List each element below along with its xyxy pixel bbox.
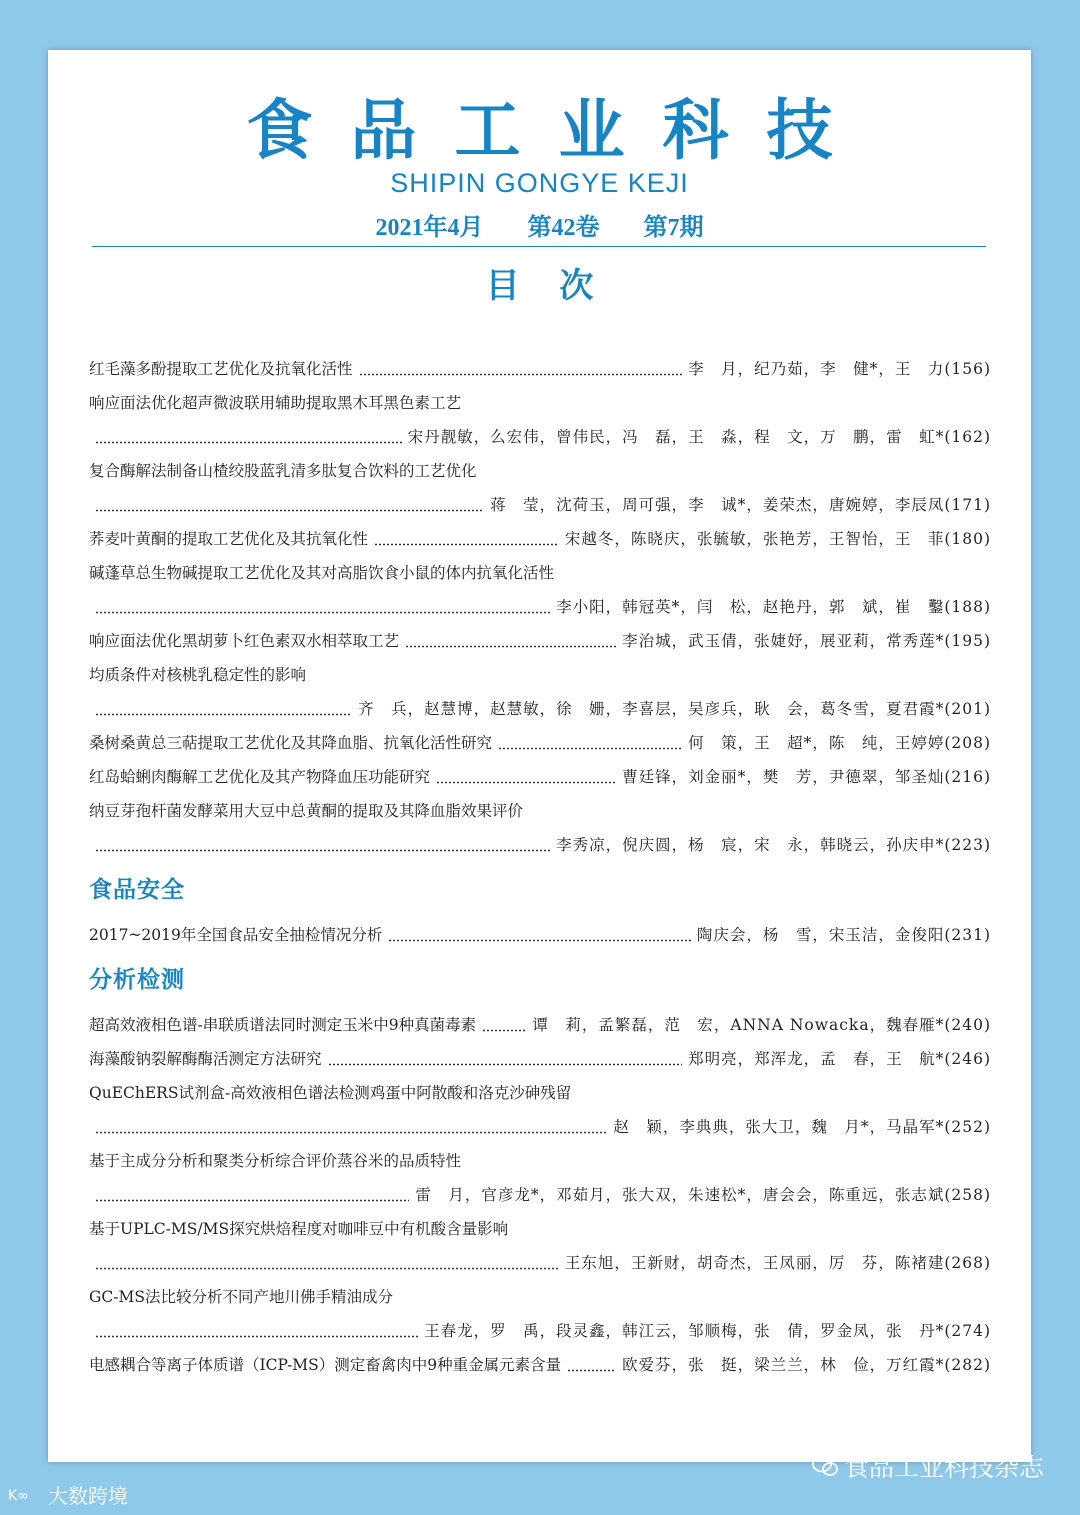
toc-entry	[89, 1042, 991, 1076]
divider	[92, 246, 986, 247]
entry-title: 响应面法优化超声微波联用辅助提取黑木耳黑色素工艺	[89, 394, 462, 412]
watermark-right-text: 食品工业科技杂志	[843, 1453, 1044, 1482]
entry-title: 基于主成分分析和聚类分析综合评价蒸谷米的品质特性	[89, 1152, 462, 1170]
toc-page	[48, 50, 1031, 1462]
entry-authors: 陶庆会，杨 雪，宋玉洁，金俊阳(231)	[696, 926, 991, 944]
issue-volume: 第42卷	[527, 215, 600, 241]
entry-title: 碱蓬草总生物碱提取工艺优化及其对高脂饮食小鼠的体内抗氧化活性	[89, 564, 555, 582]
entry-title: 桑树桑黄总三萜提取工艺优化及其降血脂、抗氧化活性研究	[89, 734, 493, 752]
svg-text:K∞: K∞	[8, 1487, 29, 1504]
entry-authors: 郑明亮，郑浑龙，孟 春，王 航*(246)	[688, 1050, 991, 1068]
entry-authors: 李秀凉，倪庆圆，杨 宸，宋 永，韩晓云，孙庆申*(223)	[556, 836, 991, 854]
wechat-icon	[812, 1455, 838, 1477]
entry-title: 荞麦叶黄酮的提取工艺优化及其抗氧化性	[89, 530, 369, 548]
entry-title: 基于UPLC-MS/MS探究烘焙程度对咖啡豆中有机酸含量影响	[89, 1220, 509, 1238]
entry-title: 纳豆芽孢杆菌发酵菜用大豆中总黄酮的提取及其降血脂效果评价	[89, 802, 524, 820]
toc-entry	[89, 918, 991, 952]
toc-entry	[89, 522, 991, 556]
issue-date: 2021年4月	[375, 215, 484, 241]
entry-title: 红毛藻多酚提取工艺优化及抗氧化活性	[89, 360, 353, 378]
entry-authors: 雷 月，官彦龙*，邓茹月，张大双，朱速松*，唐会会，陈重远，张志斌(258)	[415, 1186, 991, 1204]
entry-authors: 欧爱芬，张 挺，梁兰兰，林 俭，万红霞*(282)	[622, 1356, 991, 1374]
leader-dots	[482, 1029, 526, 1032]
toc-entry	[89, 1008, 991, 1042]
entry-authors: 蒋 莹，沈荷玉，周可强，李 诚*，姜荣杰，唐婉婷，李辰凤(171)	[490, 496, 991, 514]
toc-entry	[89, 1280, 991, 1348]
entry-title: 海藻酸钠裂解酶酶活测定方法研究	[89, 1050, 322, 1068]
toc-entry	[89, 556, 991, 624]
toc-entry	[89, 352, 991, 386]
entry-authors: 赵 颖，李典典，张大卫，魏 月*，马晶军*(252)	[613, 1118, 991, 1136]
entry-authors: 宋丹靓敏，么宏伟，曾伟民，冯 磊，王 淼，程 文，万 鹏，雷 虹*(162)	[407, 428, 991, 446]
leader-dots	[95, 1131, 607, 1134]
toc-entry	[89, 794, 991, 862]
leader-dots	[388, 939, 690, 942]
entry-title: 2017~2019年全国食品安全抽检情况分析	[89, 926, 383, 944]
leader-dots	[359, 373, 683, 376]
section-heading-food-safety: 食品安全	[89, 876, 185, 903]
toc-list	[89, 352, 991, 1382]
leader-dots	[328, 1063, 683, 1066]
leader-dots	[374, 543, 559, 546]
leader-dots	[95, 1199, 409, 1202]
toc-section-analysis	[89, 1008, 991, 1382]
toc-entry	[89, 1348, 991, 1382]
leader-dots	[405, 645, 616, 648]
leader-dots	[95, 441, 402, 444]
toc-entry	[89, 760, 991, 794]
toc-entry	[89, 658, 991, 726]
entry-authors: 王东旭，王新财，胡奇杰，王凤丽，厉 芬，陈褚建(268)	[564, 1254, 991, 1272]
entry-title: 响应面法优化黑胡萝卜红色素双水相萃取工艺	[89, 632, 400, 650]
brand-logo-icon	[8, 1486, 42, 1504]
entry-authors: 李治城，武玉倩，张婕妤，展亚莉，常秀莲*(195)	[622, 632, 991, 650]
toc-entry	[89, 1076, 991, 1144]
toc-entry	[89, 454, 991, 522]
issue-line	[48, 207, 1031, 242]
leader-dots	[95, 849, 550, 852]
entry-title: 复合酶解法制备山楂绞股蓝乳清多肽复合饮料的工艺优化	[89, 462, 477, 480]
entry-authors: 李小阳，韩冠英*，闫 松，赵艳丹，郭 斌，崔 鑿(188)	[556, 598, 991, 616]
entry-authors: 曹廷锋，刘金丽*，樊 芳，尹德翠，邹圣灿(216)	[622, 768, 991, 786]
issue-number: 第7期	[643, 215, 704, 241]
watermark-right	[812, 1448, 1044, 1484]
leader-dots	[95, 713, 352, 716]
toc-entry	[89, 624, 991, 658]
journal-pinyin: SHIPIN GONGYE KEJI	[390, 168, 689, 198]
toc-entry	[89, 1212, 991, 1280]
watermark-left-text: 大数跨境	[48, 1484, 128, 1508]
watermark-left	[8, 1480, 128, 1509]
entry-title: 均质条件对核桃乳稳定性的影响	[89, 666, 307, 684]
entry-title: 超高效液相色谱-串联质谱法同时测定玉米中9种真菌毒素	[89, 1016, 477, 1034]
leader-dots	[95, 1335, 418, 1338]
entry-title: QuEChERS试剂盒-高效液相色谱法检测鸡蛋中阿散酸和洛克沙砷残留	[89, 1084, 572, 1102]
entry-title: GC-MS法比较分析不同产地川佛手精油成分	[89, 1288, 393, 1306]
entry-authors: 李 月，纪乃茹，李 健*，王 力(156)	[688, 360, 991, 378]
journal-title: 食品工业科技	[246, 91, 871, 169]
toc-entry	[89, 726, 991, 760]
leader-dots	[95, 611, 550, 614]
leader-dots	[95, 1267, 559, 1270]
toc-entry	[89, 386, 991, 454]
toc-section-food-safety	[89, 918, 991, 952]
entry-authors: 何 策，王 超*，陈 纯，王婷婷(208)	[688, 734, 991, 752]
entry-authors: 王春龙，罗 禹，段灵鑫，韩江云，邹顺梅，张 倩，罗金凤，张 丹*(274)	[424, 1322, 991, 1340]
entry-authors: 齐 兵，赵慧博，赵慧敏，徐 姗，李喜层，吴彦兵，耿 会，葛冬雪，夏君霞*(201)	[358, 700, 991, 718]
toc-heading: 目 次	[485, 266, 608, 306]
entry-title: 红岛蛤蜊肉酶解工艺优化及其产物降血压功能研究	[89, 768, 431, 786]
leader-dots	[498, 747, 682, 750]
toc-entry	[89, 1144, 991, 1212]
entry-title: 电感耦合等离子体质谱（ICP-MS）测定畜禽肉中9种重金属元素含量	[89, 1356, 562, 1374]
leader-dots	[95, 509, 484, 512]
entry-authors: 宋越冬，陈晓庆，张毓敏，张艳芳，王智怡，王 菲(180)	[564, 530, 991, 548]
toc-section-main	[89, 352, 991, 862]
leader-dots	[567, 1369, 616, 1372]
leader-dots	[436, 781, 616, 784]
section-heading-analysis: 分析检测	[89, 966, 185, 993]
entry-authors: 谭 莉，孟繁磊，范 宏，ANNA Nowacka，魏春雁*(240)	[532, 1016, 991, 1034]
